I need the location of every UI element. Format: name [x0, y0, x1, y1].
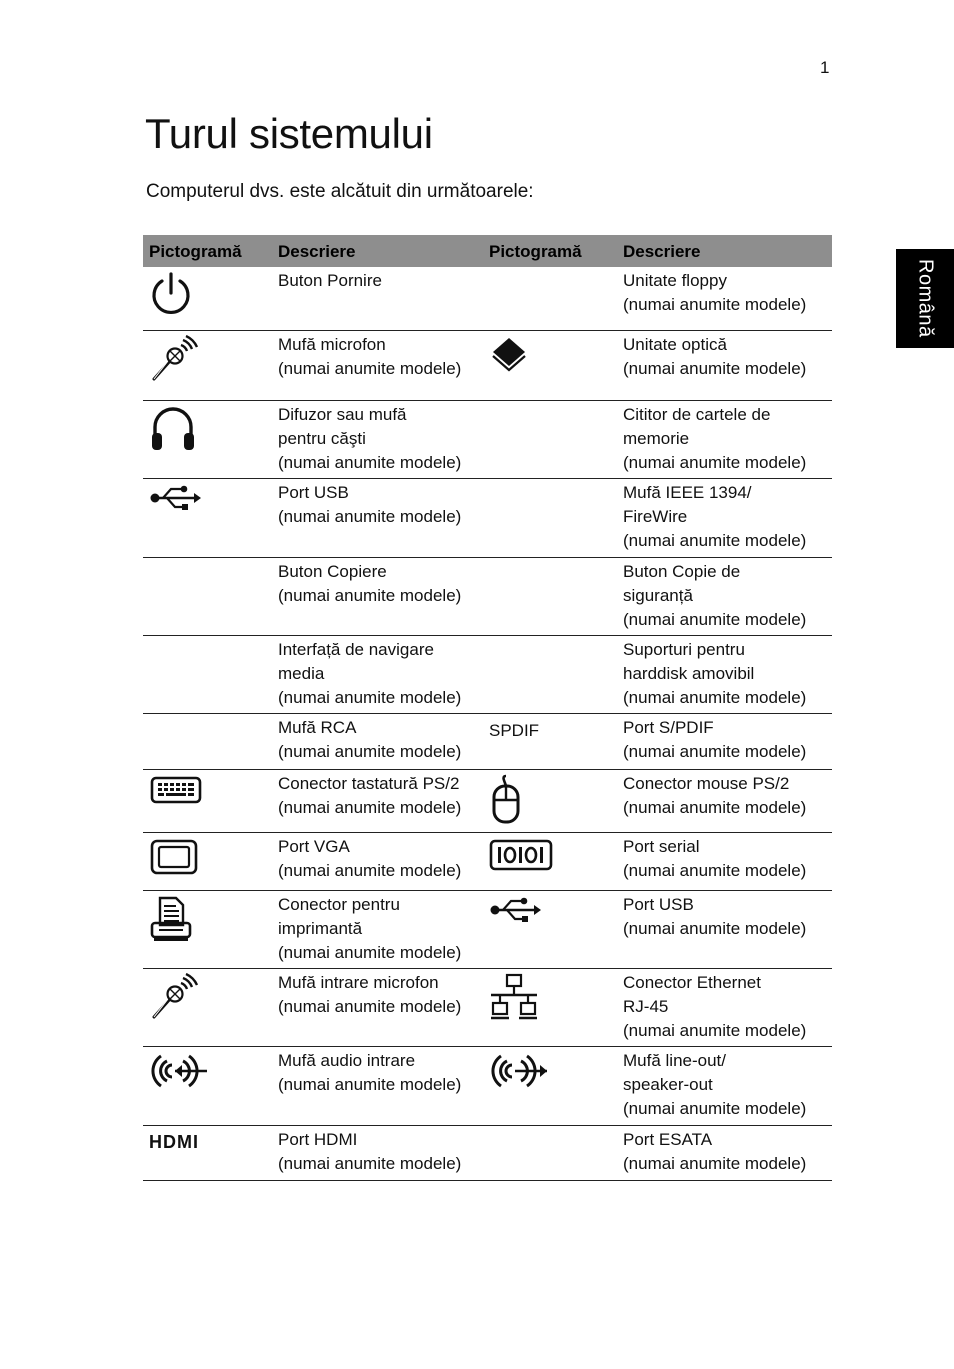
- description-left: [271, 400, 483, 478]
- microphone-icon-cell: [143, 968, 271, 1046]
- description-line: (numai anumite modele): [278, 860, 462, 880]
- description-line: (numai anumite modele): [623, 687, 807, 707]
- description-line: (numai anumite modele): [623, 918, 807, 938]
- description-line: Mufă audio intrare: [278, 1050, 416, 1070]
- optical-drive-icon: [489, 335, 616, 381]
- usb-icon-cell: [143, 478, 271, 557]
- intro-text: Computerul dvs. este alcătuit din următoarele:: [146, 181, 534, 202]
- description-line: media: [278, 663, 325, 683]
- description-line: Cititor de cartele de: [623, 404, 771, 424]
- table-row: [143, 713, 832, 769]
- optical-drive-icon-cell: [483, 330, 616, 400]
- empty-icon-cell: [483, 1125, 616, 1180]
- components-table: [143, 235, 832, 1181]
- audio-line-out-icon: [489, 1051, 616, 1097]
- description-right: [616, 635, 832, 713]
- audio-line-in-icon-cell: [143, 1046, 271, 1125]
- description-line: FireWire: [623, 506, 688, 526]
- empty-icon-cell: [483, 635, 616, 713]
- table-row: [143, 267, 832, 330]
- page-number: 1: [820, 58, 830, 77]
- headphones-icon: [149, 405, 271, 459]
- description-line: Conector pentru: [278, 894, 400, 914]
- table-row: [143, 400, 832, 478]
- keyboard-icon: [149, 774, 271, 812]
- printer-icon-cell: [143, 890, 271, 968]
- description-line: Buton Copie de: [623, 561, 741, 581]
- description-line: siguranță: [623, 585, 693, 605]
- description-line: Buton Pornire: [278, 271, 382, 290]
- table-row: [143, 478, 832, 557]
- description-line: pentru căşti: [278, 428, 366, 448]
- description-left: [271, 635, 483, 713]
- description-right: [616, 1125, 832, 1180]
- header-icon-left: Pictogramă: [143, 235, 271, 267]
- hdmi-logo-cell: [143, 1125, 271, 1180]
- description-line: speaker-out: [623, 1074, 713, 1094]
- vga-monitor-icon-cell: [143, 832, 271, 890]
- description-line: Port USB: [623, 894, 694, 914]
- audio-line-out-icon-cell: [483, 1046, 616, 1125]
- description-right: [616, 1046, 832, 1125]
- serial-port-icon: [489, 837, 616, 879]
- description-left: [271, 968, 483, 1046]
- description-right: [616, 968, 832, 1046]
- description-line: (numai anumite modele): [623, 1098, 807, 1118]
- description-left: [271, 890, 483, 968]
- empty-icon-cell: [143, 635, 271, 713]
- table-row: [143, 1046, 832, 1125]
- description-line: (numai anumite modele): [278, 942, 462, 962]
- description-line: Interfață de navigare: [278, 639, 434, 659]
- empty-icon-cell: [143, 557, 271, 635]
- description-line: harddisk amovibil: [623, 663, 755, 683]
- description-line: (numai anumite modele): [278, 358, 462, 378]
- spdif-text: SPDIF: [489, 720, 540, 740]
- table-row: [143, 635, 832, 713]
- table-row: [143, 832, 832, 890]
- header-description-right: Descriere: [616, 235, 832, 267]
- description-left: [271, 769, 483, 832]
- table-row: [143, 1125, 832, 1180]
- description-right: [616, 478, 832, 557]
- table-row: [143, 769, 832, 832]
- description-right: [616, 400, 832, 478]
- description-line: Conector Ethernet: [623, 972, 761, 992]
- description-line: Port VGA: [278, 836, 350, 856]
- table-row: [143, 557, 832, 635]
- description-line: RJ-45: [623, 996, 669, 1016]
- microphone-icon: [149, 973, 271, 1027]
- description-line: (numai anumite modele): [623, 358, 807, 378]
- description-line: Port serial: [623, 836, 700, 856]
- description-line: Port S/PDIF: [623, 717, 714, 737]
- audio-line-in-icon: [149, 1051, 271, 1097]
- description-line: Port HDMI: [278, 1129, 358, 1149]
- description-line: Mufă line-out/: [623, 1050, 726, 1070]
- description-line: (numai anumite modele): [278, 797, 462, 817]
- table-header-row: [143, 235, 832, 267]
- description-line: (numai anumite modele): [278, 996, 462, 1016]
- description-line: Mufă RCA: [278, 717, 357, 737]
- description-line: Unitate floppy: [623, 271, 727, 290]
- description-line: (numai anumite modele): [623, 609, 807, 629]
- description-left: [271, 478, 483, 557]
- description-line: (numai anumite modele): [278, 741, 462, 761]
- vga-monitor-icon: [149, 837, 271, 883]
- headphones-icon-cell: [143, 400, 271, 478]
- description-line: (numai anumite modele): [623, 1153, 807, 1173]
- description-right: [616, 890, 832, 968]
- printer-icon: [149, 895, 271, 949]
- description-line: Conector tastatură PS/2: [278, 773, 460, 793]
- description-left: [271, 1046, 483, 1125]
- description-line: (numai anumite modele): [623, 797, 807, 817]
- spdif-text-cell: [483, 713, 616, 769]
- description-line: Port USB: [278, 482, 349, 502]
- description-right: [616, 713, 832, 769]
- power-icon-cell: [143, 267, 271, 330]
- empty-icon-cell: [483, 400, 616, 478]
- usb-icon: [489, 895, 616, 931]
- keyboard-icon-cell: [143, 769, 271, 832]
- table-row: [143, 330, 832, 400]
- description-line: (numai anumite modele): [278, 452, 462, 472]
- description-line: (numai anumite modele): [278, 1153, 462, 1173]
- description-line: Mufă intrare microfon: [278, 972, 439, 992]
- description-line: (numai anumite modele): [278, 687, 462, 707]
- description-line: (numai anumite modele): [623, 295, 807, 314]
- hdmi-logo: HDMI: [149, 1131, 199, 1152]
- empty-icon-cell: [483, 557, 616, 635]
- description-line: (numai anumite modele): [623, 452, 807, 472]
- usb-icon-cell: [483, 890, 616, 968]
- description-line: Unitate optică: [623, 334, 727, 354]
- empty-icon-cell: [483, 267, 616, 330]
- table-row: [143, 890, 832, 968]
- description-left: [271, 267, 483, 330]
- description-line: (numai anumite modele): [278, 1074, 462, 1094]
- empty-icon-cell: [483, 478, 616, 557]
- usb-icon: [149, 483, 271, 519]
- microphone-icon: [149, 335, 271, 389]
- serial-port-icon-cell: [483, 832, 616, 890]
- power-icon: [149, 271, 271, 327]
- description-line: Suporturi pentru: [623, 639, 745, 659]
- description-left: [271, 1125, 483, 1180]
- language-tab: [896, 249, 954, 348]
- table-row: [143, 968, 832, 1046]
- page-title: Turul sistemului: [145, 110, 433, 157]
- mouse-icon-cell: [483, 769, 616, 832]
- description-line: (numai anumite modele): [623, 530, 807, 550]
- language-tab-label: Română: [914, 259, 937, 338]
- description-line: (numai anumite modele): [278, 585, 462, 605]
- description-line: (numai anumite modele): [623, 860, 807, 880]
- description-line: memorie: [623, 428, 690, 448]
- ethernet-network-icon: [489, 973, 616, 1029]
- empty-icon-cell: [143, 713, 271, 769]
- description-line: Mufă IEEE 1394/: [623, 482, 752, 502]
- description-right: [616, 267, 832, 330]
- description-left: [271, 832, 483, 890]
- description-line: imprimantă: [278, 918, 363, 938]
- description-left: [271, 330, 483, 400]
- microphone-icon-cell: [143, 330, 271, 400]
- description-line: Difuzor sau mufă: [278, 404, 407, 424]
- description-right: [616, 769, 832, 832]
- description-line: Port ESATA: [623, 1129, 713, 1149]
- description-line: Mufă microfon: [278, 334, 386, 354]
- ethernet-network-icon-cell: [483, 968, 616, 1046]
- description-left: [271, 713, 483, 769]
- description-right: [616, 330, 832, 400]
- header-icon-right: Pictogramă: [483, 235, 616, 267]
- description-line: Conector mouse PS/2: [623, 773, 790, 793]
- description-line: (numai anumite modele): [623, 741, 807, 761]
- description-line: Buton Copiere: [278, 561, 387, 581]
- header-description-left: Descriere: [271, 235, 483, 267]
- description-left: [271, 557, 483, 635]
- mouse-icon: [489, 774, 616, 832]
- description-line: (numai anumite modele): [278, 506, 462, 526]
- description-right: [616, 557, 832, 635]
- description-right: [616, 832, 832, 890]
- description-line: (numai anumite modele): [623, 1020, 807, 1040]
